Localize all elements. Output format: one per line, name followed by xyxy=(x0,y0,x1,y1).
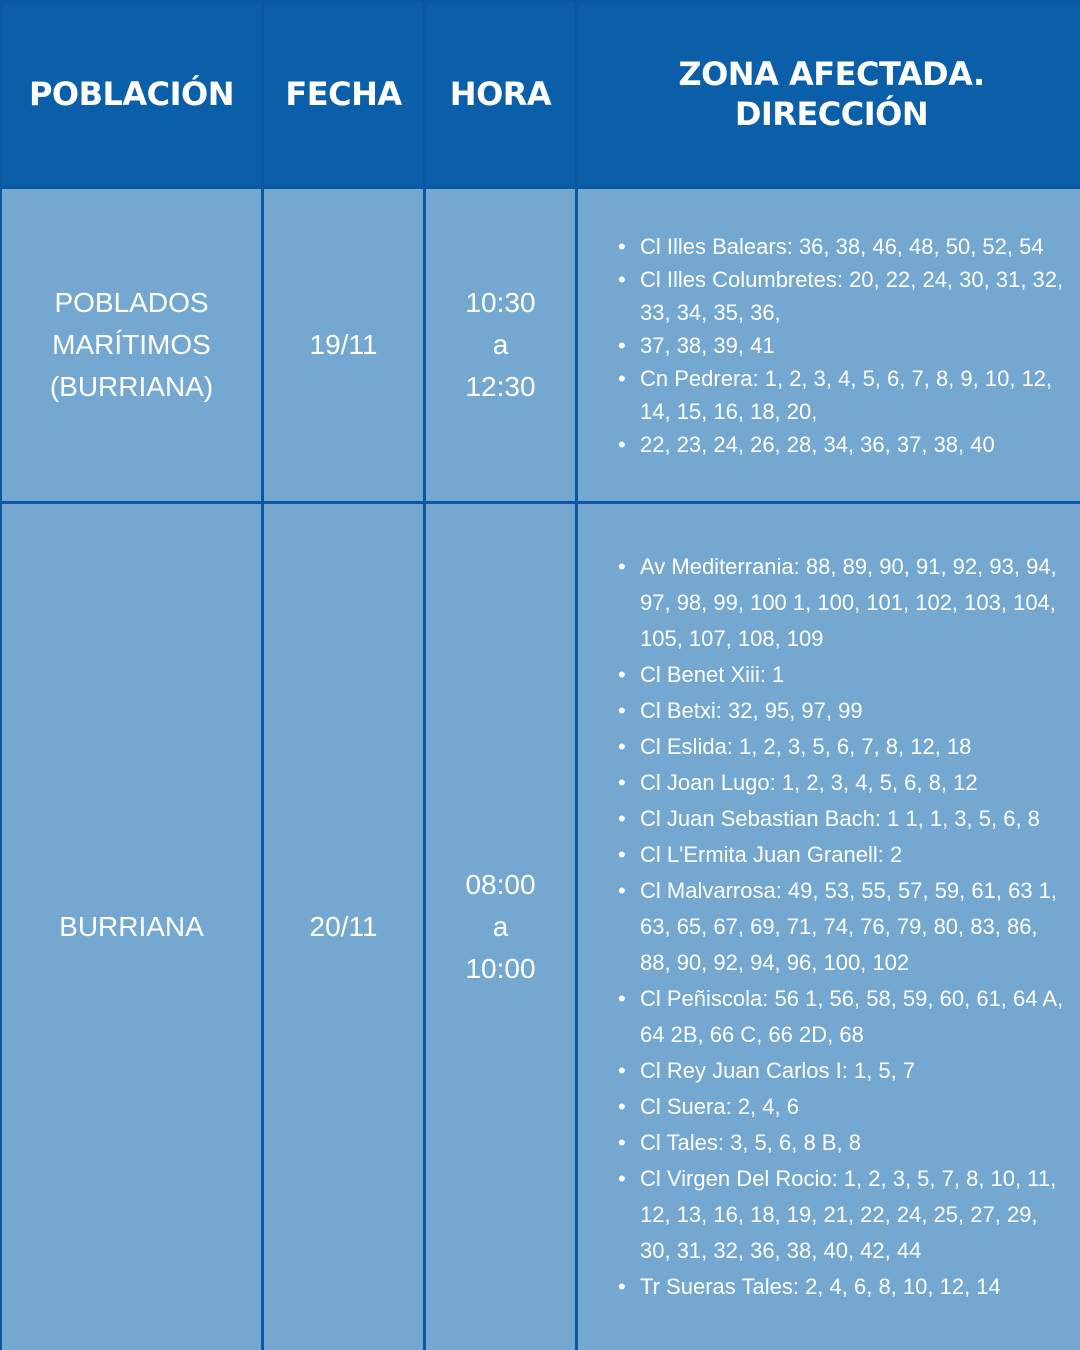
row1-poblacion-line: POBLADOS xyxy=(54,287,209,318)
zona-item: • Av Mediterrania: 88, 89, 90, 91, 92, 93, 94, 97, 98, 99, 100 1, 100, 101, 102, 103, 104, 105, 107, 108, 109 xyxy=(640,549,1067,657)
row2-hora xyxy=(426,504,575,1350)
zona-item: • Tr Sueras Tales: 2, 4, 6, 8, 10, 12, 14 xyxy=(640,1269,1067,1305)
row2-poblacion xyxy=(2,504,261,1350)
row1-fecha xyxy=(264,189,423,501)
row1-hora-end: 12:30 xyxy=(465,371,536,402)
zona-item: • 37, 38, 39, 41 xyxy=(640,329,1067,362)
zona-item: • Cl Suera: 2, 4, 6 xyxy=(640,1089,1067,1125)
row2-zona xyxy=(578,504,1080,1350)
zona-item: • Cl Joan Lugo: 1, 2, 3, 4, 5, 6, 8, 12 xyxy=(640,765,1067,801)
row1-hora-start: 10:30 xyxy=(465,287,536,318)
zona-item: • Cl Juan Sebastian Bach: 1 1, 1, 3, 5, 6, 8 xyxy=(640,801,1067,837)
header-zona-line1: ZONA AFECTADA. xyxy=(678,55,985,94)
header-poblacion xyxy=(2,3,261,186)
row2-zona-list xyxy=(618,549,1067,1305)
row2-fecha-value: 20/11 xyxy=(309,911,378,942)
row1-zona-list xyxy=(618,230,1067,461)
row1-poblacion-line: MARÍTIMOS xyxy=(52,329,211,360)
header-zona xyxy=(578,3,1080,186)
row2-hora-end: 10:00 xyxy=(465,953,536,984)
zona-item: • 22, 23, 24, 26, 28, 34, 36, 37, 38, 40 xyxy=(640,428,1067,461)
row1-hora xyxy=(426,189,575,501)
header-fecha xyxy=(264,3,423,186)
header-zona-line2: DIRECCIÓN xyxy=(734,94,929,133)
zona-item: • Cl Illes Columbretes: 20, 22, 24, 30, 31, 32, 33, 34, 35, 36, xyxy=(640,263,1067,329)
row2-hora-separator: a xyxy=(492,911,509,942)
row2-fecha xyxy=(264,504,423,1350)
zona-item: • Cl Eslida: 1, 2, 3, 5, 6, 7, 8, 12, 18 xyxy=(640,729,1067,765)
header-poblacion-label: POBLACIÓN xyxy=(28,74,235,113)
zona-item: • Cl Peñiscola: 56 1, 56, 58, 59, 60, 61, 64 A, 64 2B, 66 C, 66 2D, 68 xyxy=(640,981,1067,1053)
header-fecha-label: FECHA xyxy=(285,74,402,113)
zona-item: • Cl Illes Balears: 36, 38, 46, 48, 50, 52, 54 xyxy=(640,230,1067,263)
zona-item: • Cl Tales: 3, 5, 6, 8 B, 8 xyxy=(640,1125,1067,1161)
row1-zona xyxy=(578,189,1080,501)
row2-hora-start: 08:00 xyxy=(465,869,536,900)
row1-fecha-value: 19/11 xyxy=(309,329,378,360)
header-hora xyxy=(426,3,575,186)
zona-item: • Cl L'Ermita Juan Granell: 2 xyxy=(640,837,1067,873)
zona-item: • Cl Malvarrosa: 49, 53, 55, 57, 59, 61, 63 1, 63, 65, 67, 69, 71, 74, 76, 79, 80, 83, 86, 88, 90, 92, 94, 96, 100, 102 xyxy=(640,873,1067,981)
row2-poblacion-value: BURRIANA xyxy=(59,911,204,942)
zona-item: • Cl Virgen Del Rocio: 1, 2, 3, 5, 7, 8, 10, 11, 12, 13, 16, 18, 19, 21, 22, 24, 25, 27, 29, 30, 31, 32, 36, 38, 40, 42, 44 xyxy=(640,1161,1067,1269)
row1-hora-separator: a xyxy=(492,329,509,360)
zona-item: • Cl Rey Juan Carlos I: 1, 5, 7 xyxy=(640,1053,1067,1089)
row1-poblacion-line: (BURRIANA) xyxy=(49,371,214,402)
row1-poblacion xyxy=(2,189,261,501)
zona-item: • Cl Benet Xiii: 1 xyxy=(640,657,1067,693)
header-hora-label: HORA xyxy=(449,74,552,113)
zona-item: • Cl Betxi: 32, 95, 97, 99 xyxy=(640,693,1067,729)
zona-item: • Cn Pedrera: 1, 2, 3, 4, 5, 6, 7, 8, 9, 10, 12, 14, 15, 16, 18, 20, xyxy=(640,362,1067,428)
